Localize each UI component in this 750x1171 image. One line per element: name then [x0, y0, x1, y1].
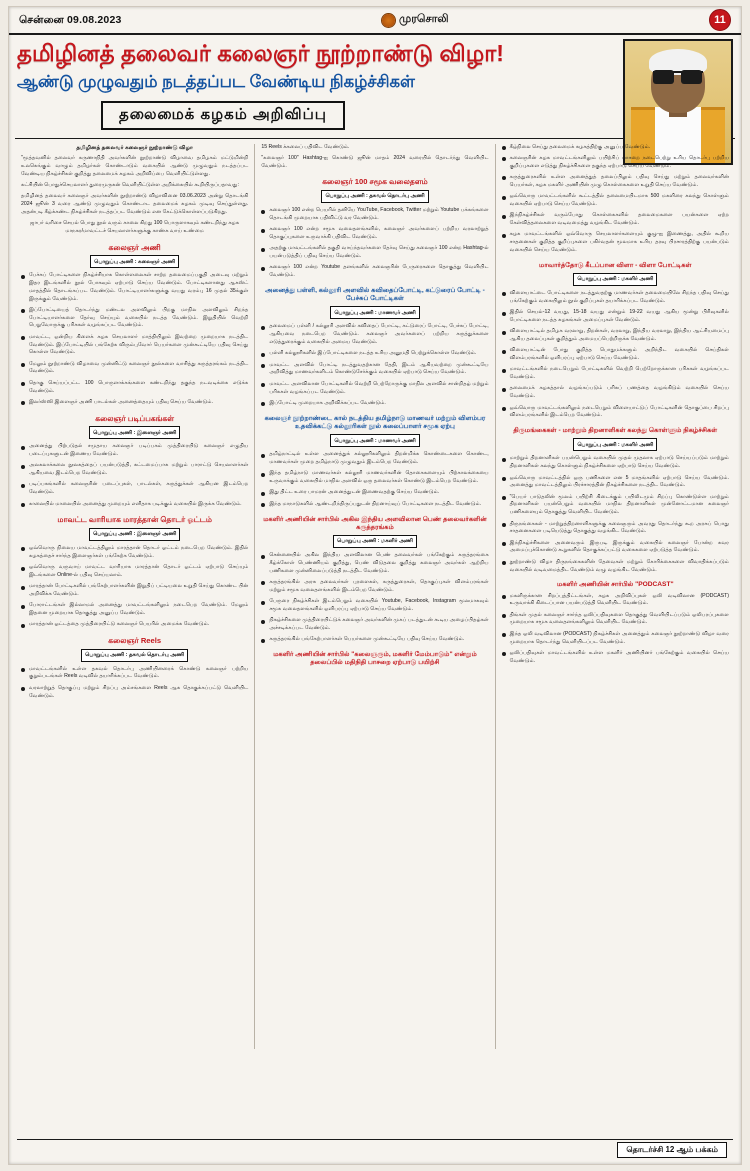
- section-heading: கலைஞர் அணி: [108, 242, 161, 252]
- section-heading: மகளிர் அணியின் சார்பில் அகில இந்திய அளவிலான பெண் தலைவர்களின் கருத்தரங்கம்: [263, 515, 487, 531]
- section-heading: கலைஞர் Reels: [108, 636, 162, 646]
- list-item: மாவட்ட அளவிலான போட்டிகளில் வெற்றி பெற்றோருக்கு மாநில அளவில் சான்றிதழ் மற்றும் பரிசுகள் வழங்கப்பட வேண்டும்.: [261, 381, 488, 397]
- list-item: மாரத்தான் போட்டிகளில் பங்கேற்பாளர்களின் இறுதிப் பட்டியலை உறுதி செய்து கொண்ட பின் அறிவிக்க வேண்டும்.: [21, 583, 248, 599]
- list-item: திங்கள் முதல் கலைஞர் சார்ந்த ஒலிப்பதிவுகளை தொகுத்து வெளியிடப்படும் ஒலிபரப்புகளை முறையாக சமூக வலைதளங்களிலும் வெளியிட வேண்டும்.: [502, 612, 729, 628]
- list-item: வரலாற்றுத் தொகுப்பு மற்றும் சிறப்பு அம்சங்களை Reels ஆக தொகுக்கப்பட்டு வெளியிட வேண்டும்.: [21, 685, 248, 701]
- section-list: [21, 443, 248, 508]
- list-item: ஒவ்வொரு மாவட்டங்களில் கூட்டத்தில் தலைமையிடமாக 500 மகளிரை கலந்து கொள்ளும் வகையில் ஏற்பாடு செய்ய வேண்டும்.: [502, 193, 729, 209]
- list-item: மாவட்டங்களில் நடைபெறும் போட்டிகளில் வெற்றி பெற்றோருக்கான பரிசுகள் வழங்கப்பட வேண்டும்.: [502, 366, 729, 382]
- list-item: மாரத்தான் ஓட்டத்தை முத்திரையிட்டு கலைஞர் பெயரில் அமைக்க வேண்டும்.: [21, 621, 248, 629]
- list-item: இப்போட்டியைத் தொடர்ந்து மண்டல அளவிலும் பிறகு மாநில அளவிலும் சிறந்த போட்டியாளர்களை தேர்வு செய்யும் வகையில் நடத்த வேண்டும். இறுதியில் வெற்றி பெறுவோருக்கு பரிசுகள் வழங்கப்பட வேண்டும்.: [21, 307, 248, 330]
- masthead: [9, 7, 741, 35]
- list-item: போராட்டங்கள் இல்லாமல் அனைத்து மாவட்டங்களிலும் நடைபெற வேண்டும். மேலும் இதனை முறையாக தொகுத்து அனுப்ப வேண்டும்.: [21, 602, 248, 618]
- headline-block: [9, 35, 741, 134]
- list-item: கருத்துரைகளில் உள்ள அனைத்துத் தலைப்பிலும் பதிவு செய்து மற்றும் தலைவர்களின் பெயர்கள், கழக மகளிர் அணியின் முழு கொள்கைகளை உறுதி செய்ய வேண்டும்.: [502, 174, 729, 190]
- section-list: [21, 666, 248, 701]
- list-item: கழக மாவட்டங்களில் ஒவ்வொரு செயலாளர்களையும் குழு-ஐ இணைத்து, அதில் கூறிய சாதனைகள் குறித்த குறிப்புகளை பகிர்வதன் மூலமாக உரிய தரவு பிரசாரத்திற்கு பயன்படும் வகையில் செய்ய வேண்டும்.: [502, 231, 729, 254]
- list-item: கலைஞர் 100 என்ற Youtube தளங்களில் கலைஞரின் பேருரைகளை தொகுத்து வெளியிட வேண்டும்.: [261, 264, 488, 280]
- section-list: [21, 272, 248, 406]
- intro-paragraph: "மூத்தவனில் தலைவர் கருணாநிதி அவர்களின் நூற்றாண்டு விழாவை தமிழகம் மட்டுமின்றி உலகெங்கும் வாழும் தமிழர்கள் கொண்டாடும் வகையில் ஆண்டு முழுவதும் நடத்தப்பட வேண்டிய நிகழ்ச்சிகள் குறித்து தலைமைக் கழகம் அறிவிப்பை வெளியிட்டுள்ளது.: [21, 154, 249, 177]
- masthead-date: சென்னை 09.08.2023: [19, 13, 122, 26]
- page-footer: [9, 1138, 741, 1160]
- section-tag: பொறுப்பு அணி : மாணவர் அணி: [330, 306, 419, 319]
- list-item: ஒவ்வொரு நிலைய மாவட்டத்திலும் மாரத்தான் தொடர் ஓட்டம் நடைபெற வேண்டும். இதில் கழகத்தைச் சார்ந்த இளைஞர்கள் பங்கேற்க வேண்டும்.: [21, 545, 248, 561]
- list-item: விளையாட்டின் போது குறித்த பொதுமக்களும் அறிந்திட வகையில் செய்திகள் விளம்பரங்களில் ஒளிபரப்பு ஏற்பாடு செய்ய வேண்டும்.: [502, 347, 729, 363]
- masthead-logo: [382, 13, 449, 27]
- list-item: ஒவ்வொரு வருவாய் மாவட்ட வாரியாக மாரத்தான் தொடர் ஓட்டம் ஏற்பாடு செய்யும் இடங்களை Online-ல் பதிவு செய்யலாம்.: [21, 564, 248, 580]
- section-heading: கலைஞர் 100 சமூக வலைதளம்: [322, 177, 428, 187]
- article-columns: [9, 139, 741, 1049]
- list-item: மாவட்டங்களில் உள்ள தகவல் தொடர்பு அணியினரைக் கொண்டு கலைஞர் பற்றிய குறும்படங்கள் Reels வடிவில் தயாரிக்கப்பட வேண்டும்.: [21, 666, 248, 682]
- section-tag: பொறுப்பு அணி : இளைஞர் அணி: [89, 426, 180, 439]
- list-item: மேலும் நூற்றாண்டு விழாவை முன்னிட்டு கலைஞர் நூல்களை வாசித்து கருத்தரங்கம் நடத்திட வேண்டும்.: [21, 361, 248, 377]
- section-list: [502, 455, 729, 574]
- list-item: கலைஞரின் கழக மாவட்டங்களிலும் பயிற்சிப் பாசறை நடைபெற்று உரிய தொடர்பு பற்றிய குறிப்புகளை எடுத்து நிகழ்ச்சிகளை தகுந்த ஏற்பாடு செய்ய வேண்டும்.: [502, 155, 729, 171]
- list-item: பேருரை நிகழ்ச்சிகள் இடம்பெறும் வகையில் Youtube, Facebook, Instagram மூலமாகவும் சமூக வலைதளங்களில் ஒளிபரப்பு ஏற்பாடு செய்ய வேண்டும்.: [261, 598, 488, 614]
- list-item: இந்த ஒலி வடிவிலான (PODCAST) நிகழ்ச்சிகள் அனைத்தும் கலைஞர் நூற்றாண்டு விழா வரை முறையாக தொடர்ந்து வெளியிடப்பட வேண்டும்.: [502, 631, 729, 647]
- section-heading: மாவார்த்தோடு கீடப்பான விளா - விளா போட்டிகள்: [539, 261, 692, 269]
- list-item: விளையாட்டை போட்டிகளை நடத்துவதற்கு மாணவர்கள் தலைமையிலே சிறந்த பதிவு செய்து பங்கேற்கும் வகையிலும் நூல் குறிப்புகள் தயாரிக்கப்பட வேண்டும்.: [502, 290, 729, 306]
- section-heading: கலைஞர் நூற்றாண்டை கால் நடத்திய தமிழ்நாடு மாணவர் மற்றும் விளம்பர உதவிக்கட்டு கல்லூரிகள் நூல் கலைப்பாளர் சமூக ஏற்பு: [264, 414, 486, 430]
- list-item: இது திட்ட உரை பாமரன் அனைத்துடன் இணைவதற்கு செய்ய வேண்டும்.: [261, 489, 488, 497]
- section-heading: மகளிர் அணியின் சார்பில் "PODCAST": [557, 581, 674, 589]
- list-item: நூற்றாண்டு விழா திருநங்கைகளின் தேவைகள் மற்றும் கோரிக்கைகளை விவாதிக்கப்படும் வகையில் வடிவமைத்திட வேண்டும் வழு வழங்கிட வேண்டும்.: [502, 559, 729, 575]
- section-list: [502, 144, 729, 255]
- section-tag: பொறுப்பு அணி : தகவல் தொடர்பு அணி: [81, 649, 188, 662]
- paper-name: முரசொலி: [399, 13, 449, 25]
- list-item: இப்போட்டி முறையாக அறிவிக்கப்பட வேண்டும்.: [261, 400, 488, 408]
- column-2: [254, 144, 494, 1049]
- section-list: [261, 323, 488, 407]
- section-list: [261, 207, 488, 280]
- section-list: [261, 552, 488, 644]
- list-item: இந்நிகழ்ச்சிகளை அனைவரும் இருபடி இருக்கும் வகையில் கலைஞர் போன்ற சுவர அமைப்புக்கொண்டு கூறுகளில் தொகுக்கப்பட்டு வகைகளை ஏற்படுத்த வேண்டும்.: [502, 540, 729, 556]
- list-item: கீழ்நிலை செய்து தலைமைக் கழகத்திற்கு அனுப்ப வேண்டும்.: [502, 144, 729, 152]
- list-item: இதில் செயல்-12 வயது, 15-18 வயது என்றும் 19-22 வயது ஆகிய மூன்று பிரிவுகளில் போட்டிகளை நடத்த கழகங்கள் அமைப்புகள் வேண்டும்.: [502, 309, 729, 325]
- section-heading: கலைஞர் படிப்பகங்கள்: [95, 413, 175, 423]
- section-heading: மாவட்ட வாரியாக மாரத்தான் தொடர் ஓட்டம்: [57, 515, 212, 525]
- lead-note: ஜாபர் வரிசை செயல் பொது நூல் வரும் காலை கிறது 100 பொருளாகவும் கண்டறிந்து கழக மாநகர/மாவட்டச் செயலாளர்களுக்கு காண்க வாய் உண்மை: [30, 220, 240, 234]
- list-item: கலைஞர் 100 என்ற பெயரில் தனியே YouTube, Facebook, Twitter மற்றும் Youtube பக்கங்களை தொடங்கி முறையாக பதிவிட்டு வர வேண்டும்.: [261, 207, 488, 223]
- page-sheet: [8, 6, 742, 1165]
- page-number-badge: 11: [709, 9, 731, 31]
- list-item: தலைமைக் கழகத்தால் வழங்கப்படும் பரிசுப் பணத்தை வழங்கிடும் வகையில் செய்ய வேண்டும்.: [502, 385, 729, 401]
- list-item: மாவட்ட அளவில் போட்டி நடத்துவதற்கான தேதி, இடம் ஆகியவற்றை முன்கூட்டியே அறிவித்து மாணவர்களிடம் கொண்டுசேர்க்கும் வகையில் ஏற்பாடு செய்ய வேண்டும்.: [261, 362, 488, 378]
- list-item: மகளிருக்கான சிறப்புத்திட்டங்கள், கழக அறிவிப்புகள் ஒலி வடிவிலான (PODCAST) உருவாக்கி கிடைப்பான பயன்படுத்தி வெளியிட வேண்டும்.: [502, 593, 729, 609]
- column-1: [15, 144, 254, 1049]
- list-item: இந்நிகழ்ச்சிகள் வரும்போது கொள்கைகளில் தலைமைகளை பயன்களை ஏற்ற கேள்வித்தலைகளை வடிவமைத்து வழங்கிட வேண்டும்.: [502, 212, 729, 228]
- list-item: பள்ளி கல்லூரிகளில் இப்போட்டிகளை நடத்த உரிய அனுமதி பெற்றுக்கொள்ள வேண்டும்.: [261, 350, 488, 358]
- footer-divider: [17, 1139, 733, 1140]
- list-item: கலைஞர் 100 என்ற சமூக வலைதளங்களில், கலைஞர் அவர்களைப் பற்றிய வரலாற்றுத் தொகுப்புகளை உருவாக்கி பதிவிட வேண்டும்.: [261, 226, 488, 242]
- section-heading: மகளிர் அணியின் சார்பில் "கலைஞரும், மகளிர் மேம்பாடும்" என்றும் தலைப்பில் மதிநிதி பாசறை ஏற்பாடு பயிற்சி: [273, 651, 477, 667]
- continued-label: தொடர்ச்சி 12 ஆம் பக்கம்: [617, 1142, 727, 1158]
- section-heading: அனைத்து பள்ளி, கல்லூரி அளவில் கவிதைப்போட்டி, கட்டுரைப் போட்டி - பேச்சுப் போட்டிகள்: [265, 286, 485, 303]
- sun-icon: [382, 14, 395, 27]
- list-item: சென்னையில் அகில இந்திய அளவிலான பெண் தலைவர்கள் பங்கேற்கும் கருத்தரங்கை கீழ்க்கோள் பெண்ணியம் குறித்து, பெண் விடுதலை குறித்து கலைஞர் அவர்கள் ஆற்றிய பணிகளை முன்னிலைப்படுத்தி நடத்திட வேண்டும்.: [261, 552, 488, 575]
- list-item: அலகலாக்கலை நூலகத்தைப் பயன்படுத்தி, கட்டமைப்பாக மற்றும் பாராட்டு செயலாளர்கள் ஆகியவை இடம்பெற வேண்டும்.: [21, 462, 248, 478]
- intro-title: தமிழினத் தலைவர் கலைஞர் நூற்றாண்டு விழா: [76, 144, 193, 151]
- list-item: கருத்தரங்கில் பங்கேற்பாளர்கள் பெயர்களை முன்கூட்டியே பதிவு செய்ய வேண்டும்.: [261, 636, 488, 644]
- list-item: இலர்ஸ்ஸி இளைஞர் அணி பாடல்கள் அனைத்தையும் பதிவு செய்ய வேண்டும்.: [21, 399, 248, 407]
- headline-secondary: ஆண்டு முழுவதும் நடத்தப்பட வேண்டிய நிகழ்ச்சிகள்: [17, 72, 415, 91]
- section-tag: பொறுப்பு அணி : மகளிர் அணி: [573, 273, 657, 286]
- section-tag: பொறுப்பு அணி : மாணவர் அணி: [330, 434, 419, 447]
- list-item: அனைத்து பிற்படுதல் சமுதாய கலைஞர் படிப்பகம் முத்திரையிடு கலைஞர் எழுதிய படைப்புகளுடன் இணைய வேண்டும்.: [21, 443, 248, 459]
- section-tag: பொறுப்பு அணி : கலைஞர் அணி: [90, 255, 179, 268]
- list-item: தொகு செய்யப்பட்ட 100 பொருளாக்கங்களை கண்டறிந்து தகுந்த நடவடிக்கை எடுக்க வேண்டும்.: [21, 380, 248, 396]
- list-item: இந்த மாநாடுகளில் ஆண்டறிந்திருப்பதுடன் திறனாய்வுப் போட்டிகளை நடத்திட வேண்டும்.: [261, 501, 488, 509]
- list-item: விளையாட்டில் தமிழக வரலாறு, திறன்கள், வரலாறு, இந்திய வரலாறு, இந்திய ஆட்சியமைப்பு ஆகிய தலைப்புகள் குறித்தும் அமையப்பெற்றிருக்க வேண்டும்.: [502, 328, 729, 344]
- list-item: காலையில் மாலையில் அனைத்து முறையும் எளிதாக படிக்கும் வகையில் இருக்க வேண்டும்.: [21, 501, 248, 509]
- list-item: மாவட்ட, ஒன்றிய கிளைக் கழக செயலாளர் மாத்தியிலும் இவற்றை முறையாக நடத்திட வேண்டும். இப்போட்டியில் பங்கேற்க விரும்புவோர் பெயர்களை முன்கூட்டியே பதிவு செய்து கொள்ள வேண்டும்.: [21, 334, 248, 357]
- section-list: [21, 545, 248, 629]
- section-tag: பொறுப்பு அணி : மகளிர் அணி: [333, 535, 417, 548]
- list-item: திருநங்கைகள் - மாற்றுத்திறனாளிகளுக்கு கலைஞரும் அவரது தொடர்ந்து கூற அரசுப் பொது சாதனைகளை படியெடுத்து தொகுத்து வழங்கிட வேண்டும்.: [502, 521, 729, 537]
- section-list: [502, 290, 729, 420]
- column-3: [495, 144, 735, 1049]
- list-item: ஒலிப்பதிவுகள் மாவட்டங்களில் உள்ள மகளிர் அணியினர் பங்கேற்கும் வகையில் செய்ய வேண்டும்.: [502, 650, 729, 666]
- list-item: தமிழ்நாட்டில் உள்ள அனைத்துக் கல்லூரிகளிலும் திறன்மிக்க கொண்டைகளை கொண்ட, மாணவர்கள் முறை தமிழ்நாடு முழுவதும் இடம்பெற வேண்டும்.: [261, 451, 488, 467]
- section-tag: பொறுப்பு அணி : தகவல் தொடர்பு அணி: [321, 190, 428, 203]
- list-item: ஒவ்வொரு மாவட்டங்களிலும் நடைபெறும் விளையாட்டுப் போட்டிகளின் தொகுப்பை சிறப்பு விளம்பரங்களில் இடம்பெற வேண்டும்.: [502, 405, 729, 421]
- headline-primary: தமிழினத் தலைவர் கலைஞர் நூற்றாண்டு விழா!: [17, 40, 504, 66]
- list-item: தலைமைப் பள்ளி / கல்லூரி அளவில் கவிதைப் போட்டி, கட்டுரைப் போட்டி, பேச்சுப் போட்டி, ஆகியவை நடைபெற வேண்டும். கலைஞர் அவர்களைப் பற்றிய கருத்துக்களை எடுத்துரைக்கும் வகையில் அமைய வேண்டும்.: [261, 323, 488, 346]
- list-item: "பெயர் பாடுதலின் மூலம் பயிற்சி கிடைக்கும் பயிலிடமும் சிறப்பு கொண்டுள்ள மாற்றும் திறனாளிகள் பயன்பெறும் வகையில் மாநில திறனாளிகள் முன்னோட்டமான கலைஞர் பணிகளையும் தொகுத்து வெளியிட வேண்டும்.: [502, 494, 729, 517]
- headline-band: தலைமைக் கழகம் அறிவிப்பு: [101, 101, 345, 130]
- list-item: அதற்கு மாவட்டங்களில் தகுதி வாய்ந்தவர்களை தேர்வு செய்து கலைஞர் 100 என்ற Hashtag-ல் பயன்படுத்திப் பதிவு செய்ய வேண்டும்.: [261, 245, 488, 261]
- column-top-note: 15 Reels க்கலைப் பதிவிட வேண்டும்.: [261, 143, 350, 150]
- list-item: மாற்றும் திறனாளிகள் பயன்பெறும் வகையில் முதல் முதலாக ஏற்பாடு செய்யப்படும் மாற்றும் திறனாளிகள் கலந்து கொள்ளும் நிகழ்ச்சிகளை ஏற்பாடு செய்ய வேண்டும்.: [502, 455, 729, 471]
- section-list: [261, 451, 488, 508]
- section-list: [502, 593, 729, 666]
- list-item: ஒவ்வொரு மாவட்டத்தில் ஒரு பணிகளை என 5 மாதங்களில் ஏற்பாடு செய்ய வேண்டும். அனைத்து மாவட்டத்திலும் பிரச்சாரத்தின் நிகழ்ச்சிகளை நடத்திட வேண்டும்.: [502, 475, 729, 491]
- list-item: கருத்தரங்கில் அரசு தலைவர்கள் புரளைகள், கருத்துரைகள், தொகுப்புகள் விளம்பரங்கள் மற்றும் சமூக வலைதளங்களில் இடம்பெற வேண்டும்.: [261, 579, 488, 595]
- list-item: நிகழ்ச்சிகளை முத்திரையிட்டுக் கலைஞர் அவர்களின் முகப் படத்துடன் கூடிய அழைப்பிதழ்கள் அச்சடிக்கப்பட வேண்டும்.: [261, 617, 488, 633]
- intro-paragraph: தமிழினத் தலைவர் கலைஞர் அவர்களின் நூற்றாண்டு விழாவினை 03.06.2023 அன்று தொடங்கி 2024 ஜூன் 3 வரை ஆண்டு முழுவதும் கொண்டாட தலைமைக் கழகம் முடிவு செய்துள்ளது. அதன்படி கீழ்க்கண்ட நிகழ்ச்சிகள் நடத்தப்பட வேண்டும் என கேட்டுக்கொள்ளப்படுகிறது.: [21, 193, 249, 215]
- section-tag: பொறுப்பு அணி : இளைஞர் அணி: [89, 528, 180, 541]
- list-item: பேச்சுப் போட்டிகளை நிகழ்ச்சியாக கொள்ளலைகள் சாற்ற தலைமைப்பகுதி அடைவு மற்றும் இதர இடங்களில் நூல் போகவும் ஏற்பாடு செய்ய வேண்டும். போட்டிகளானது ஆகஸ்ட் மாதத்தில் தொடங்கப்பட வேண்டும். போட்டியாளர்களுக்கு வயது வரம்பு 16 முதல் 35க்குள் இருக்கும் வேண்டும்.: [21, 272, 248, 303]
- list-item: இந்த தமிழ்நாடு மாணவர்கள் கல்லூரி மாணவர்களின் தொகைகளையும் பிற்காலக்கையை உருவாக்கும் வகையில் மாநில அளவில் ஒரு தலைவர்கள் கொண்டு இடம்பெற வேண்டும்.: [261, 470, 488, 486]
- section-tag: பொறுப்பு அணி : மகளிர் அணி: [573, 438, 657, 451]
- list-item: படிப்பகங்களில் கலைஞரின் படைப்புகள், பாடல்கள், கருத்துக்கள் ஆகியன இடம்பெற வேண்டும்.: [21, 481, 248, 497]
- section-heading: திருமங்கைகள் - மாற்றும் திறனாளிகள் கலந்து கொள்ளும் நிகழ்ச்சிகள்: [513, 427, 718, 435]
- intro-paragraph: கட்சியின் பொதுச்செயலாளர் துரைமுருகன் வெளியிட்டுள்ள அறிக்கையில் கூறியிருப்பதாவது:: [21, 181, 239, 188]
- column-top-note: "கலைஞர் 100" Hashtag-ஐ கொண்டு ஜூன் மாதம் 2024 வரையில் தொடர்ந்து வெளியிட வேண்டும்.: [261, 154, 489, 169]
